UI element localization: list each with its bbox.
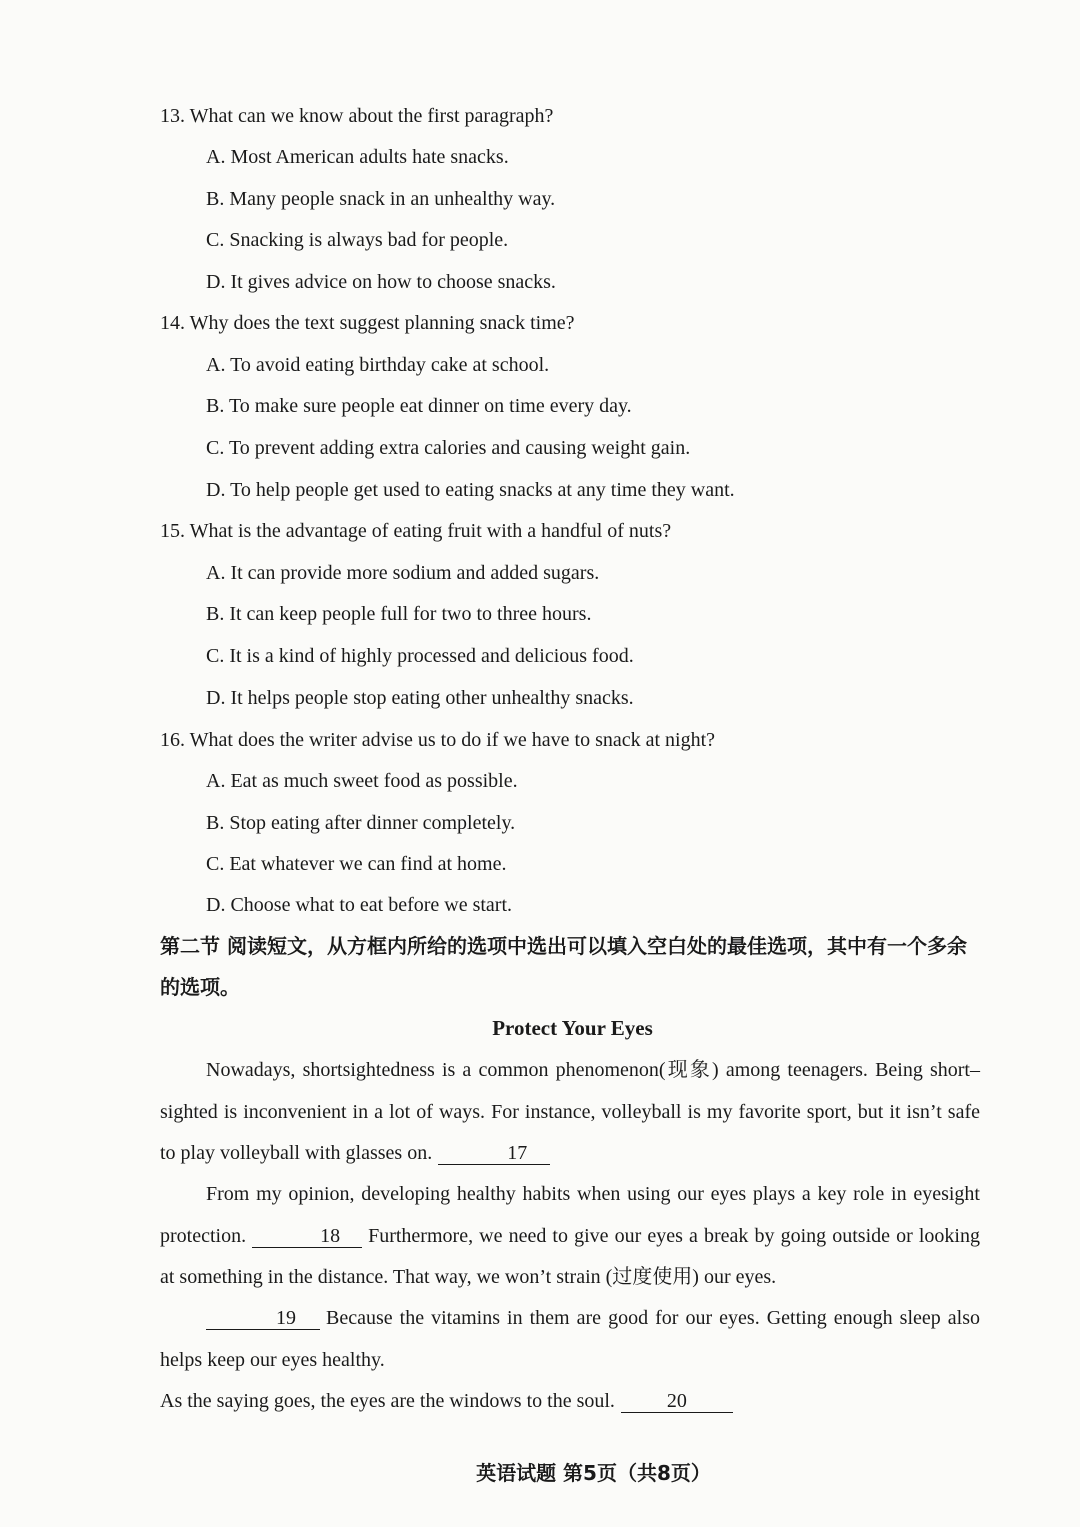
passage-paragraph-2 — [160, 1174, 980, 1299]
question-15-stem: 15. What is the advantage of eating fruit with a handful of nuts? — [160, 520, 672, 542]
question-16-option-a: A. Eat as much sweet food as possible. — [206, 770, 518, 792]
paragraph-1-text: Nowadays, shortsightedness is a common phenomenon(现象) among teenagers. Being short–sighted is inconvenient in a lot of ways. For instance, volleyball is my favorite sport, but it isn’t safe to play volleyball with glasses on. — [160, 1059, 980, 1164]
passage-title: Protect Your Eyes — [492, 1016, 653, 1040]
question-13-option-d: D. It gives advice on how to choose snacks. — [206, 271, 556, 293]
question-14-option-b: B. To make sure people eat dinner on time every day. — [206, 395, 632, 417]
blank-18: 18 — [252, 1225, 362, 1248]
passage-paragraph-1 — [160, 1050, 980, 1175]
passage-paragraph-3 — [160, 1298, 980, 1381]
question-13-option-a: A. Most American adults hate snacks. — [206, 146, 509, 168]
question-16-stem: 16. What does the writer advise us to do if we have to snack at night? — [160, 729, 716, 751]
paragraph-3-text: Because the vitamins in them are good for our eyes. Getting enough sleep also helps keep our eyes healthy. — [160, 1307, 980, 1371]
question-13-option-c: C. Snacking is always bad for people. — [206, 229, 509, 251]
question-13-option-b: B. Many people snack in an unhealthy way. — [206, 188, 556, 210]
question-15-option-a: A. It can provide more sodium and added sugars. — [206, 562, 600, 584]
question-16-option-d: D. Choose what to eat before we start. — [206, 894, 513, 916]
question-14-option-d: D. To help people get used to eating snacks at any time they want. — [206, 479, 735, 501]
question-16-option-c: C. Eat whatever we can find at home. — [206, 853, 507, 875]
blank-19: 19 — [206, 1307, 320, 1330]
passage-paragraph-4 — [160, 1381, 980, 1423]
question-16-option-b: B. Stop eating after dinner completely. — [206, 812, 516, 834]
question-14-stem: 14. Why does the text suggest planning snack time? — [160, 312, 575, 334]
paragraph-2-text-b: Furthermore, we need to give our eyes a break by going outside or looking at something in the distance. That way, we won’t strain (过度使用) our eyes. — [160, 1224, 980, 1288]
question-13-stem: 13. What can we know about the first paragraph? — [160, 105, 554, 127]
question-14-option-a: A. To avoid eating birthday cake at school. — [206, 354, 550, 376]
section-2-instruction: 第二节 阅读短文，从方框内所给的选项中选出可以填入空白处的最佳选项，其中有一个多余的选项。 — [160, 934, 967, 999]
question-14-option-c: C. To prevent adding extra calories and causing weight gain. — [206, 437, 691, 459]
page-footer: 英语试题 第5页（共8页） — [476, 1461, 711, 1485]
question-15-option-c: C. It is a kind of highly processed and delicious food. — [206, 645, 634, 667]
paragraph-2-text-a: From my opinion, developing healthy habits when using our eyes plays a key role in eyesight protection. — [160, 1183, 980, 1247]
blank-20: 20 — [621, 1390, 733, 1413]
question-15-option-b: B. It can keep people full for two to three hours. — [206, 603, 592, 625]
paragraph-4-text: As the saying goes, the eyes are the windows to the soul. — [160, 1390, 615, 1412]
question-15-option-d: D. It helps people stop eating other unhealthy snacks. — [206, 687, 634, 709]
blank-17: 17 — [438, 1142, 550, 1165]
